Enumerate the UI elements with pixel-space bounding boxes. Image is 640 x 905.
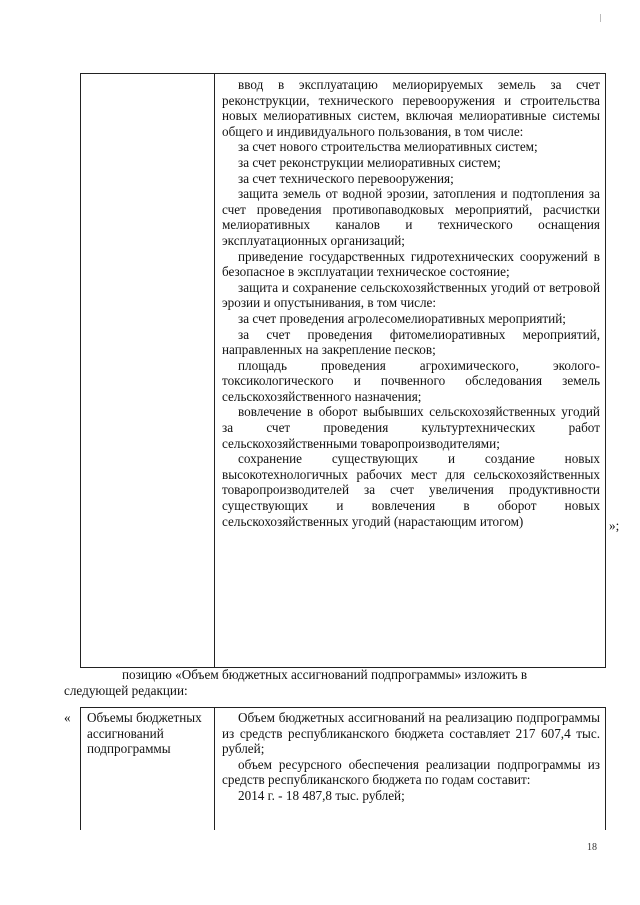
budget-label: Объемы бюджетных ассигнований подпрограммы: [87, 710, 202, 757]
indicator-item: площадь проведения агрохимического, эколого-токсикологического и почвенного обследования земель сельскохозяйственного назначения;: [222, 357, 600, 404]
indicator-item: за счет нового строительства мелиоративных систем;: [238, 139, 538, 155]
indicator-item: сохранение существующих и создание новых высокотехнологичных рабочих мест для сельскохозяйственных товаропроизводителей за счет увеличения продуктивности существующих и вовлечения в оборот новых сельскохозяйственных угодий (нарастающим итогом): [222, 451, 600, 529]
scan-mark: [600, 14, 601, 22]
budget-label-cell: [87, 710, 209, 757]
instruction-paragraph: позицию «Объем бюджетных ассигнований подпрограммы» изложить в: [122, 667, 528, 682]
column-divider: [214, 708, 215, 830]
instruction-paragraph-continuation: следующей редакции:: [64, 683, 188, 698]
indicator-item: вовлечение в оборот выбывших сельскохозяйственных угодий за счет проведения культуртехнических работ сельскохозяйственными товаропроизводителями;: [222, 404, 600, 451]
budget-value-cell: [222, 710, 600, 804]
indicator-item: защита и сохранение сельскохозяйственных угодий от ветровой эрозии и опустынивания, в том числе:: [222, 279, 600, 311]
indicator-item: защита земель от водной эрозии, затопления и подтопления за счет проведения противопаводковых мероприятий, расчистки мелиоративных каналов и технического оснащения эксплуатационных организаций;: [222, 186, 600, 248]
opening-quote-mark: «: [64, 710, 71, 725]
indicator-item: ввод в эксплуатацию мелиорируемых земель за счет реконструкции, технического перевооружения и строительства новых мелиоративных систем, включая мелиоративные системы общего и индивидуального пользования, в том числе:: [222, 77, 600, 139]
page-number: 18: [587, 842, 597, 853]
indicator-item: приведение государственных гидротехнических сооружений в безопасное в эксплуатации техническое состояние;: [222, 248, 600, 280]
budget-item: Объем бюджетных ассигнований на реализацию подпрограммы из средств республиканского бюджета составляет 217 607,4 тыс. рублей;: [222, 710, 600, 757]
indicators-cell: [222, 77, 600, 529]
indicator-item: за счет реконструкции мелиоративных систем;: [238, 154, 501, 170]
indicators-table-continuation: [80, 73, 606, 668]
budget-table: [80, 707, 606, 830]
column-divider: [214, 74, 215, 667]
budget-item: объем ресурсного обеспечения реализации подпрограммы из средств республиканского бюджета по годам составит:: [222, 756, 600, 788]
indicator-item: за счет проведения фитомелиоративных мероприятий, направленных на закрепление песков;: [222, 326, 600, 358]
indicator-item: за счет проведения агролесомелиоративных мероприятий;: [238, 310, 566, 326]
budget-item: 2014 г. - 18 487,8 тыс. рублей;: [238, 787, 405, 803]
closing-quote-mark: »;: [609, 518, 620, 533]
indicator-item: за счет технического перевооружения;: [238, 170, 454, 186]
